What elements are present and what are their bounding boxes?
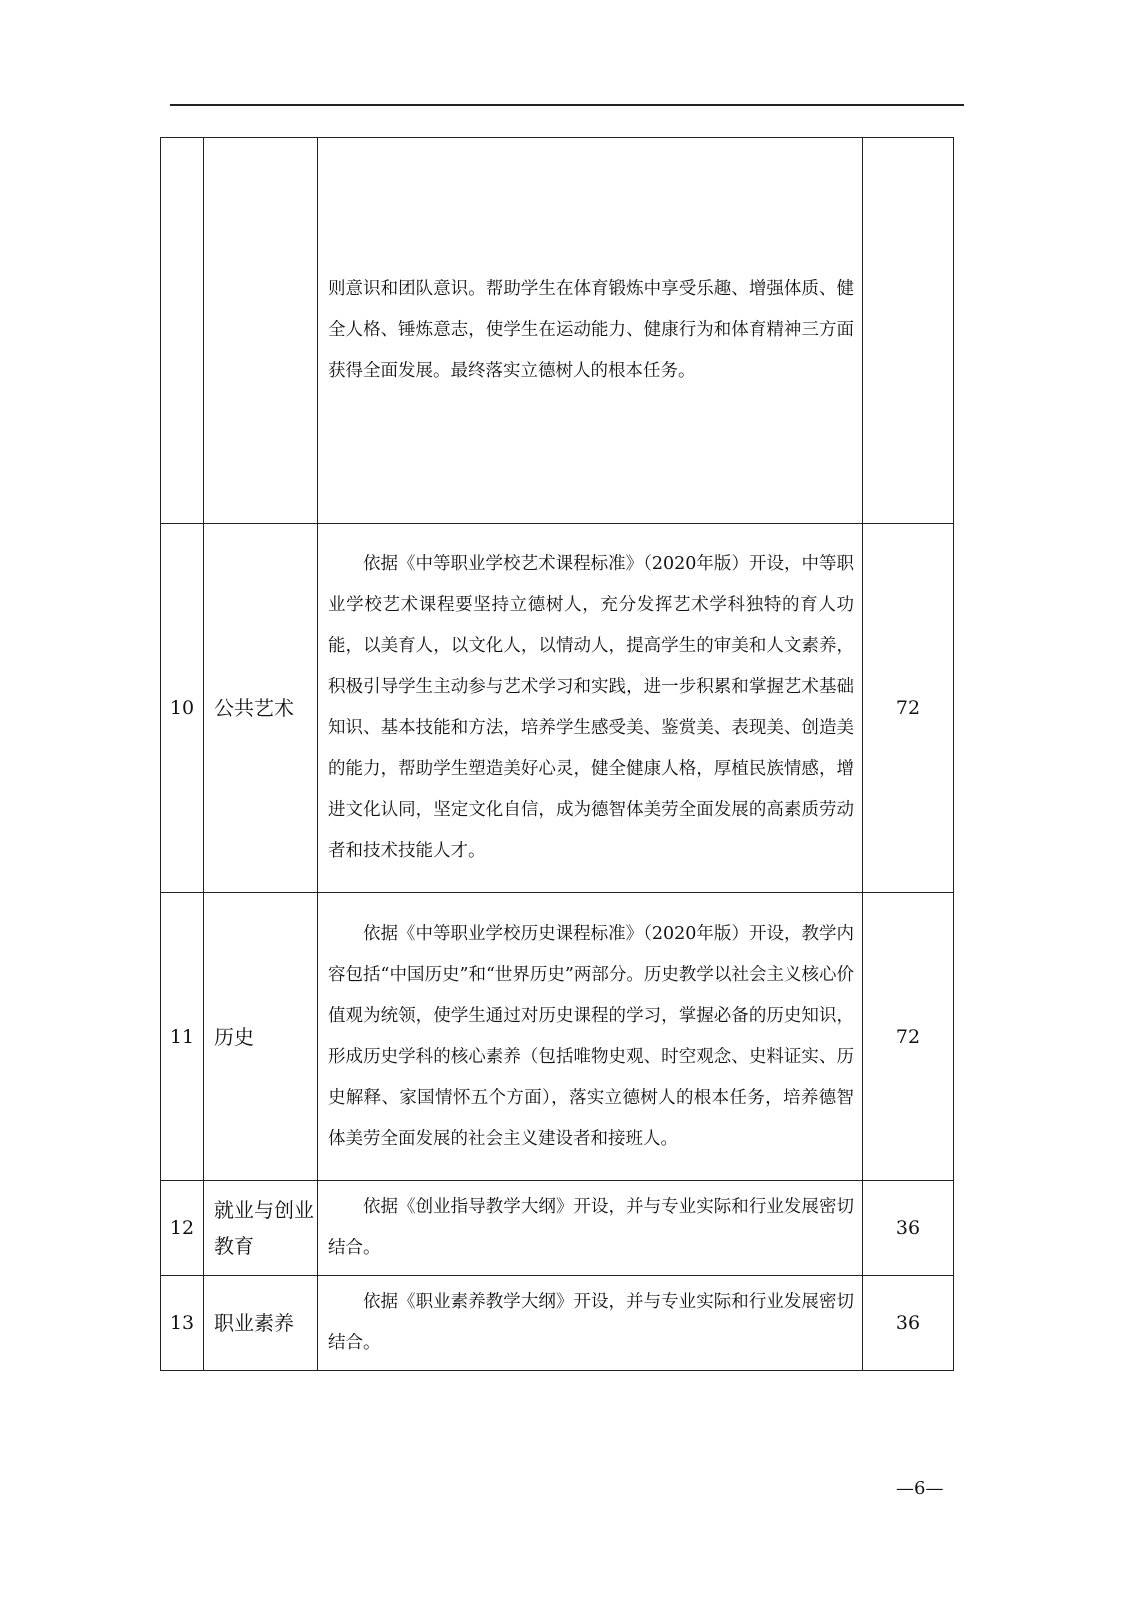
course-name: 公共艺术 [204, 524, 318, 893]
course-description: 则意识和团队意识。帮助学生在体育锻炼中享受乐趣、增强体质、健全人格、锤炼意志，使学生在运动能力、健康行为和体育精神三方面获得全面发展。最终落实立德树人的根本任务。 [318, 138, 863, 524]
course-hours: 72 [863, 524, 954, 893]
page-number: —6— [896, 1478, 944, 1499]
course-name [204, 138, 318, 524]
course-name: 历史 [204, 893, 318, 1181]
course-name: 职业素养 [204, 1276, 318, 1371]
table-row [161, 524, 954, 893]
course-description: 依据《中等职业学校历史课程标准》（2020年版）开设，教学内容包括“中国历史”和“世界历史”两部分。历史教学以社会主义核心价值观为统领，使学生通过对历史课程的学习，掌握必备的历史知识，形成历史学科的核心素养（包括唯物史观、时空观念、史料证实、历史解释、家国情怀五个方面），落实立德树人的根本任务，培养德智体美劳全面发展的社会主义建设者和接班人。 [318, 893, 863, 1181]
course-hours: 36 [863, 1181, 954, 1276]
course-number: 10 [161, 524, 204, 893]
course-description: 依据《职业素养教学大纲》开设，并与专业实际和行业发展密切结合。 [318, 1276, 863, 1371]
table-row [161, 138, 954, 524]
table-row [161, 1276, 954, 1371]
course-hours [863, 138, 954, 524]
table-row [161, 893, 954, 1181]
course-description: 依据《中等职业学校艺术课程标准》（2020年版）开设，中等职业学校艺术课程要坚持立德树人，充分发挥艺术学科独特的育人功能，以美育人，以文化人，以情动人，提高学生的审美和人文素养，积极引导学生主动参与艺术学习和实践，进一步积累和掌握艺术基础知识、基本技能和方法，培养学生感受美、鉴赏美、表现美、创造美的能力，帮助学生塑造美好心灵，健全健康人格，厚植民族情感，增进文化认同，坚定文化自信，成为德智体美劳全面发展的高素质劳动者和技术技能人才。 [318, 524, 863, 893]
course-number: 12 [161, 1181, 204, 1276]
course-number: 13 [161, 1276, 204, 1371]
header-rule [170, 104, 964, 106]
course-number: 11 [161, 893, 204, 1181]
course-description: 依据《创业指导教学大纲》开设，并与专业实际和行业发展密切结合。 [318, 1181, 863, 1276]
course-hours: 72 [863, 893, 954, 1181]
table-row [161, 1181, 954, 1276]
course-number [161, 138, 204, 524]
course-table [160, 137, 954, 1371]
course-hours: 36 [863, 1276, 954, 1371]
course-name: 就业与创业教育 [204, 1181, 318, 1276]
